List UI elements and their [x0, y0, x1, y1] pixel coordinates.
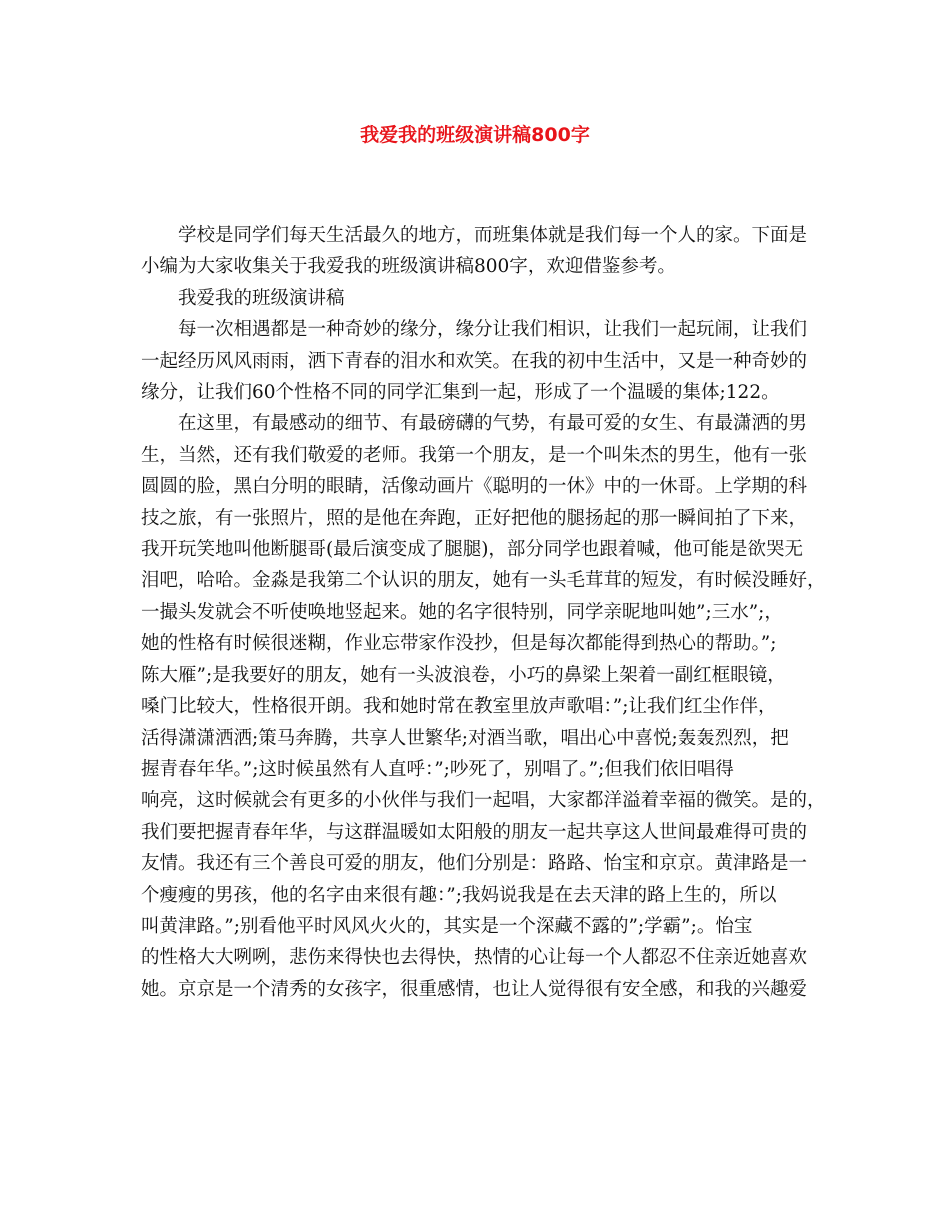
text-line: 一撮头发就会不听使唤地竖起来。她的名字很特别，同学亲昵地叫她”;三水”;， [141, 601, 783, 623]
text-line: 我们要把握青春年华，与这群温暖如太阳般的朋友一起共享这人世间最难得可贵的 [141, 821, 808, 843]
text-line: 个瘦瘦的男孩，他的名字由来很有趣：”;我妈说我是在去天津的路上生的，所以 [141, 884, 777, 906]
text-line: 活得潇潇洒洒;策马奔腾，共享人世繁华;对酒当歌，唱出心中喜悦;轰轰烈烈，把 [141, 727, 789, 749]
text-line: 的性格大大咧咧，悲伤来得快也去得快，热情的心让每一个人都忍不住亲近她喜欢 [141, 947, 808, 969]
paragraph-1 [141, 314, 813, 408]
text-line: 我爱我的班级演讲稿 [178, 287, 345, 309]
text-line: 圆圆的脸，黑白分明的眼睛，活像动画片《聪明的一休》中的一休哥。上学期的科 [141, 476, 808, 498]
document-body [141, 220, 826, 1005]
text-line: 她。京京是一个清秀的女孩字，很重感情，也让人觉得很有安全感，和我的兴趣爱 [141, 978, 808, 1000]
text-line: 每一次相遇都是一种奇妙的缘分，缘分让我们相识，让我们一起玩闹，让我们 [178, 319, 808, 341]
text-line: 泪吧，哈哈。金淼是我第二个认识的朋友，她有一头毛茸茸的短发，有时候没睡好， [141, 570, 826, 592]
text-line: 嗓门比较大，性格很开朗。我和她时常在教室里放声歌唱：”;让我们红尘作伴， [141, 696, 777, 718]
paragraph-intro [141, 220, 813, 283]
text-line: 小编为大家收集关于我爱我的班级演讲稿800字，欢迎借鉴参考。 [141, 256, 676, 278]
text-line: 叫黄津路。”;别看他平时风风火火的，其实是一个深藏不露的”;学霸”;。怡宝 [141, 915, 753, 937]
paragraph-subtitle [141, 283, 813, 314]
text-line: 她的性格有时候很迷糊，作业忘带家作没抄，但是每次都能得到热心的帮助。”; [141, 633, 777, 655]
text-line: 陈大雁”;是我要好的朋友，她有一头波浪卷，小巧的鼻梁上架着一副红框眼镜， [141, 664, 786, 686]
text-line: 我开玩笑地叫他断腿哥(最后演变成了腿腿)，部分同学也跟着喊，他可能是欲哭无 [141, 539, 803, 561]
text-line: 握青春年华。”;这时候虽然有人直呼：”;吵死了，别唱了。”;但我们依旧唱得 [141, 758, 734, 780]
text-line: 在这里，有最感动的细节、有最磅礴的气势，有最可爱的女生、有最潇洒的男 [178, 413, 808, 435]
text-line: 技之旅，有一张照片，照的是他在奔跑，正好把他的腿扬起的那一瞬间拍了下来， [141, 507, 808, 529]
text-line: 学校是同学们每天生活最久的地方，而班集体就是我们每一个人的家。下面是 [178, 225, 808, 246]
text-line: 友情。我还有三个善良可爱的朋友，他们分别是：路路、怡宝和京京。黄津路是一 [141, 853, 808, 875]
paragraph-2 [141, 408, 826, 1005]
text-line: 响亮，这时候就会有更多的小伙伴与我们一起唱，大家都洋溢着幸福的微笑。是的， [141, 790, 826, 812]
text-line: 缘分，让我们60个性格不同的同学汇集到一起，形成了一个温暖的集体;122。 [141, 382, 780, 404]
text-line: 一起经历风风雨雨，洒下青春的泪水和欢笑。在我的初中生活中，又是一种奇妙的 [141, 350, 808, 372]
document-title: 我爱我的班级演讲稿800字 [360, 124, 590, 146]
text-line: 生，当然，还有我们敬爱的老师。我第一个朋友，是一个叫朱杰的男生，他有一张 [141, 444, 808, 466]
